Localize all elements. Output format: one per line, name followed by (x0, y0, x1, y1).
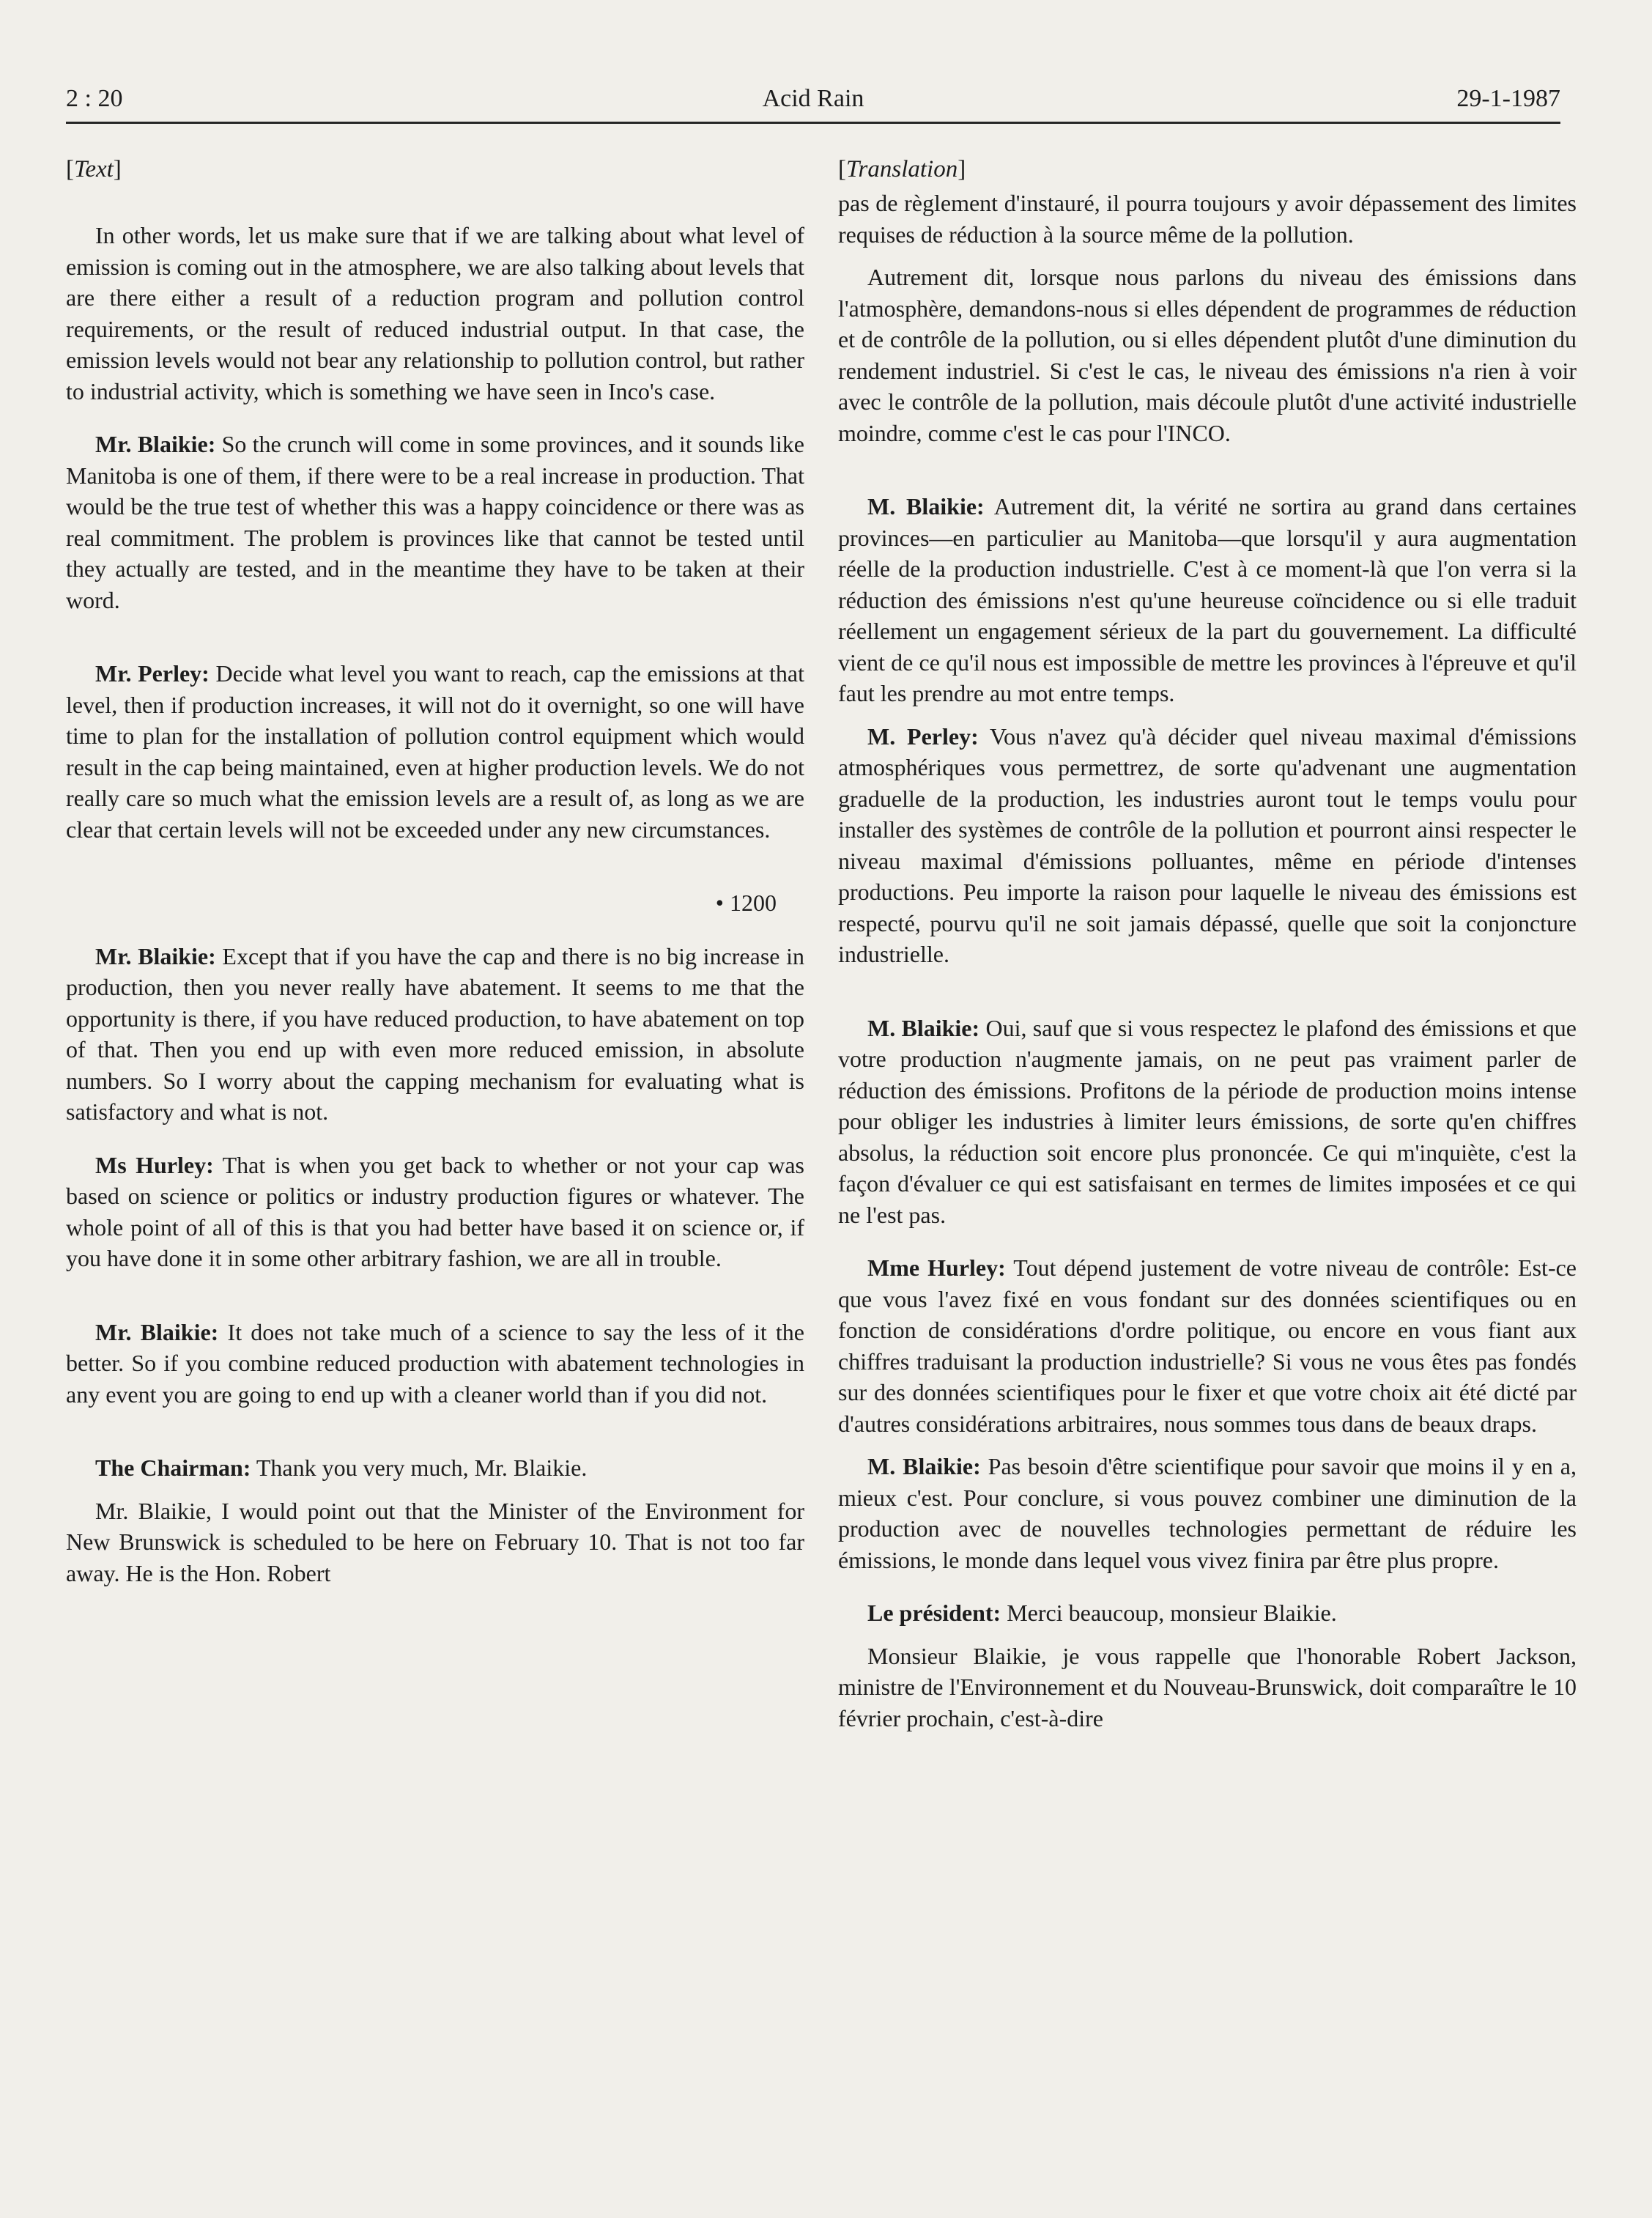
paragraph: Mr. Perley: Decide what level you want to reach, cap the emissions at that level, then if production increases, it will not do it overnight, so one will have time to plan for the installation of pollution control equipment which would result in the cap being maintained, even at higher production levels. We do not really care so much what the emission levels are a result of, as long as we are clear that certain levels will not be exceeded under any new circumstances. (66, 660, 805, 843)
paragraph: M. Blaikie: Autrement dit, la vérité ne sortira au grand dans certaines provinces—en particulier au Manitoba—que lorsqu'il y aura augmentation réelle de la production industrielle. C'est à ce moment-là que l'on verra si la réduction des émissions n'est qu'une heureuse coïncidence ou si elle traduit réellement un engagement sérieux de la part du gouvernement. La difficulté vient de ce qu'il nous est impossible de mettre les provinces à l'épreuve et qu'il faut les prendre au mot entre temps. (838, 493, 1577, 706)
document-title: Acid Rain (762, 85, 864, 112)
paragraph: Mr. Blaikie: It does not take much of a science to say the less of it the better. So if you combine reduced production with abatement technologies in any event you are going to end up with a cleaner world than if you did not. (66, 1318, 805, 1408)
speaker-name: Mr. Blaikie: (95, 1318, 219, 1345)
speaker-name: Mr. Blaikie: (95, 431, 216, 457)
language-label: [Text] (66, 156, 122, 182)
speaker-name: The Chairman: (95, 1454, 251, 1481)
document-date: 29-1-1987 (1456, 85, 1560, 112)
paragraph: Autrement dit, lorsque nous parlons du niveau des émissions dans l'atmosphère, demandons-nous si elles dépendent de programmes de réduction et de contrôle de la pollution, ou si elles dépendent plutôt d'une diminution du rendement industriel. Si c'est le cas, le niveau des émissions n'a rien à voir avec le contrôle de la pollution, mais découle plutôt d'une activité industrielle moindre, comme c'est le cas pour l'INCO. (838, 264, 1577, 446)
paragraph: Mr. Blaikie: So the crunch will come in some provinces, and it sounds like Manitoba is one of them, if there were to be a real increase in production. That would be the true test of whether this was a happy coincidence or there was as real commitment. The problem is provinces like that cannot be tested until they actually are tested, and in the meantime they have to be taken at their word. (66, 431, 805, 613)
paragraph: M. Blaikie: Pas besoin d'être scientifique pour savoir que moins il y en a, mieux c'est. Pour conclure, si vous pouvez combiner une diminution de la production avec de nouvelles technologies permettant de réduire les émissions, le monde dans lequel vous vivez finira par être plus propre. (838, 1453, 1577, 1573)
paragraph: pas de règlement d'instauré, il pourra toujours y avoir dépassement des limites requises de réduction à la source même de la pollution. (838, 190, 1577, 248)
header-rule (66, 122, 1560, 124)
language-label: [Translation] (838, 156, 966, 182)
speaker-name: M. Blaikie: (867, 493, 985, 520)
speaker-name: M. Perley: (867, 722, 979, 750)
paragraph: Monsieur Blaikie, je vous rappelle que l'honorable Robert Jackson, ministre de l'Environnement et du Nouveau-Brunswick, doit comparaître le 10 février prochain, c'est-à-dire (838, 1642, 1577, 1731)
paragraph: Le président: Merci beaucoup, monsieur Blaikie. (867, 1600, 1337, 1626)
speaker-name: M. Blaikie: (867, 1453, 981, 1479)
speaker-name: Mr. Blaikie: (95, 942, 216, 969)
paragraph: M. Blaikie: Oui, sauf que si vous respectez le plafond des émissions et que votre production n'augmente jamais, on ne peut pas vraiment parler de réduction des émissions. Profitons de la période de production moins intense pour obliger les industries à limiter leurs émissions, de sorte qu'en chiffres absolus, la réduction soit encore plus prononcée. Ce qui m'inquiète, c'est la façon d'évaluer ce qui est satisfaisant en termes de limites imposées et ce qui ne l'est pas. (838, 1014, 1577, 1228)
paragraph: Mr. Blaikie: Except that if you have the cap and there is no big increase in production, then you never really have abatement. It seems to me that the opportunity is there, if you have reduced production, to have abatement on top of that. Then you end up with even more reduced emission, in absolute numbers. So I worry about the capping mechanism for evaluating what is satisfactory and what is not. (66, 942, 805, 1125)
paragraph: Mme Hurley: Tout dépend justement de votre niveau de contrôle: Est-ce que vous l'avez fixé en vous fondant sur des données scientifiques ou en fonction de considérations d'ordre politique, ou encore en vous fiant aux chiffres traduisant la production industrielle? Si vous ne vous êtes pas fondés sur des données scientifiques pour le fixer et que votre choix ait été dicté par d'autres considérations arbitraires, nous sommes tous dans de beaux draps. (838, 1254, 1577, 1437)
paragraph: Mr. Blaikie, I would point out that the Minister of the Environment for New Brunswick is scheduled to be here on February 10. That is not too far away. He is the Hon. Robert (66, 1497, 804, 1586)
running-header (66, 85, 1560, 119)
speaker-name: Mr. Perley: (95, 660, 210, 687)
french-column (838, 154, 1577, 1734)
paragraph: M. Perley: Vous n'avez qu'à décider quel niveau maximal d'émissions atmosphériques vous permettrez, de sorte qu'advenant une augmentation graduelle de la production, les industries auront tout le temps voulu pour installer des systèmes de contrôle de la pollution et pourront ainsi respecter le niveau maximal d'émissions polluantes, même en période d'intenses productions. Peu importe la raison pour laquelle le niveau des émissions est respecté, pourvu qu'il ne soit jamais dépassé, quelle que soit la conjoncture industrielle. (838, 722, 1577, 967)
paragraph: The Chairman: Thank you very much, Mr. Blaikie. (95, 1454, 588, 1481)
page-number: 2 : 20 (66, 85, 123, 112)
paragraph: Ms Hurley: That is when you get back to whether or not your cap was based on science or politics or industry production figures or whatever. The whole point of all of this is that you had better have based it on science or, if you have done it in some other arbitrary fashion, we are all in trouble. (66, 1151, 805, 1271)
english-column (66, 154, 804, 1589)
speaker-name: M. Blaikie: (867, 1014, 980, 1041)
paragraph: In other words, let us make sure that if we are talking about what level of emission is coming out in the atmosphere, we are also talking about levels that are there either a result of a reduction program and pollution control requirements, or the result of reduced industrial output. In that case, the emission levels would not bear any relationship to pollution control, but rather to industrial activity, which is something we have seen in Inco's case. (66, 222, 804, 404)
time-marker: • 1200 (715, 890, 777, 916)
speaker-name: Le président: (867, 1600, 1001, 1626)
speaker-name: Ms Hurley: (95, 1151, 214, 1178)
speaker-name: Mme Hurley: (867, 1254, 1006, 1281)
